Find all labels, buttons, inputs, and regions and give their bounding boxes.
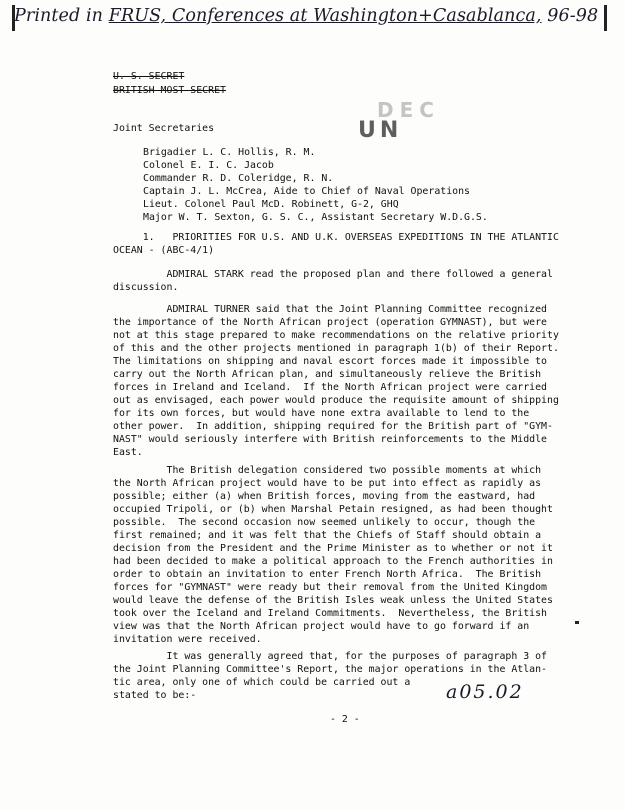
attendee-item: Brigadier L. C. Hollis, R. M. [143,147,316,158]
text-line: invitation were received. [113,634,262,645]
text-line: 1. PRIORITIES FOR U.S. AND U.K. OVERSEAS EXPEDITIONS IN THE ATLANTIC [113,232,559,243]
text-line: decision from the President and the Prime Minister as to whether or not it [113,543,553,554]
handwritten-pages: 96-98 [547,6,599,26]
stamp-line-2: UN [358,118,403,143]
text-line: the Joint Planning Committee's Report, the major operations in the Atlan- [113,664,548,675]
attendee-item: Major W. T. Sexton, G. S. C., Assistant Secretary W.D.G.S. [143,212,488,223]
paragraph-turner [113,303,573,459]
text-line: out as envisaged, each power would produce the requisite amount of shipping [113,395,559,406]
text-line: stated to be:- [113,690,197,701]
text-line: It was generally agreed that, for the purposes of paragraph 3 of [113,651,548,662]
text-line: NAST" would seriously interfere with British reinforcements to the Middle [113,434,548,445]
text-line: tic area, only one of which could be carried out a [113,677,411,688]
text-line: East. [113,447,143,458]
text-line: discussion. [113,282,179,293]
classification-british-secret: BRITISH MOST SECRET [113,85,226,96]
text-line: possible. The second occasion now seemed unlikely to occur, though the [113,517,536,528]
text-line: The British delegation considered two possible moments at which [113,465,542,476]
text-line: view was that the North African project would have to go forward if an [113,621,530,632]
attendee-item: Commander R. D. Coleridge, R. N. [143,173,334,184]
text-line: order to obtain an invitation to enter French North Africa. The British [113,569,542,580]
text-line: the North African project would have to be put into effect as rapidly as [113,478,542,489]
page-number: - 2 - [330,714,360,725]
handwritten-bracket-right [604,5,607,31]
text-line: OCEAN - (ABC-4/1) [113,245,215,256]
stamp-line-1: DEC [377,98,440,122]
text-line: the importance of the North African project (operation GYMNAST), but were [113,317,548,328]
declassified-stamp [352,100,522,148]
section-1-title [113,231,573,257]
text-line: carry out the North African plan, and simultaneously relieve the British [113,369,542,380]
text-line: The limitations on shipping and naval escort forces made it impossible to [113,356,548,367]
text-line: for its own forces, but would have none extra available to lend to the [113,408,530,419]
text-line: ADMIRAL STARK read the proposed plan and there followed a general [113,269,553,280]
paragraph-british-delegation [113,464,573,646]
handwritten-document-number: a05.02 [446,681,524,703]
handwritten-source: FRUS, Conferences at Washington+Casablanca, [108,6,542,26]
text-line: first remained; and it was felt that the Chiefs of Staff should obtain a [113,530,542,541]
attendee-item: Lieut. Colonel Paul McD. Robinett, G-2, GHQ [143,199,399,210]
text-line: other power. In addition, shipping required for the British part of "GYM- [113,421,553,432]
text-line: ADMIRAL TURNER said that the Joint Planning Committee recognized [113,304,548,315]
classification-us-secret: U. S. SECRET [113,71,185,82]
text-line: had been decided to make a political approach to the French authorities in [113,556,553,567]
text-line: forces in Ireland and Iceland. If the North African project were carried [113,382,548,393]
handwritten-citation [14,6,598,26]
text-line: took over the Iceland and Ireland Commitments. Nevertheless, the British [113,608,548,619]
attendee-item: Captain J. L. McCrea, Aide to Chief of Naval Operations [143,186,470,197]
text-line: would leave the defense of the British Isles weak unless the United States [113,595,553,606]
handwritten-printed-in: Printed in [14,6,104,26]
text-line: not at this stage prepared to make recommendations on the relative priority [113,330,559,341]
text-line: of this and the other projects mentioned in paragraph 1(b) of their Report. [113,343,559,354]
joint-secretaries-heading: Joint Secretaries [113,123,215,134]
paragraph-stark [113,268,573,294]
attendee-item: Colonel E. I. C. Jacob [143,160,274,171]
text-line: forces for "GYMNAST" were ready but their removal from the United Kingdom [113,582,548,593]
margin-mark [575,621,579,624]
text-line: possible; either (a) when British forces, moving from the eastward, had [113,491,536,502]
text-line: occupied Tripoli, or (b) when Marshal Petain resigned, as had been thought [113,504,553,515]
